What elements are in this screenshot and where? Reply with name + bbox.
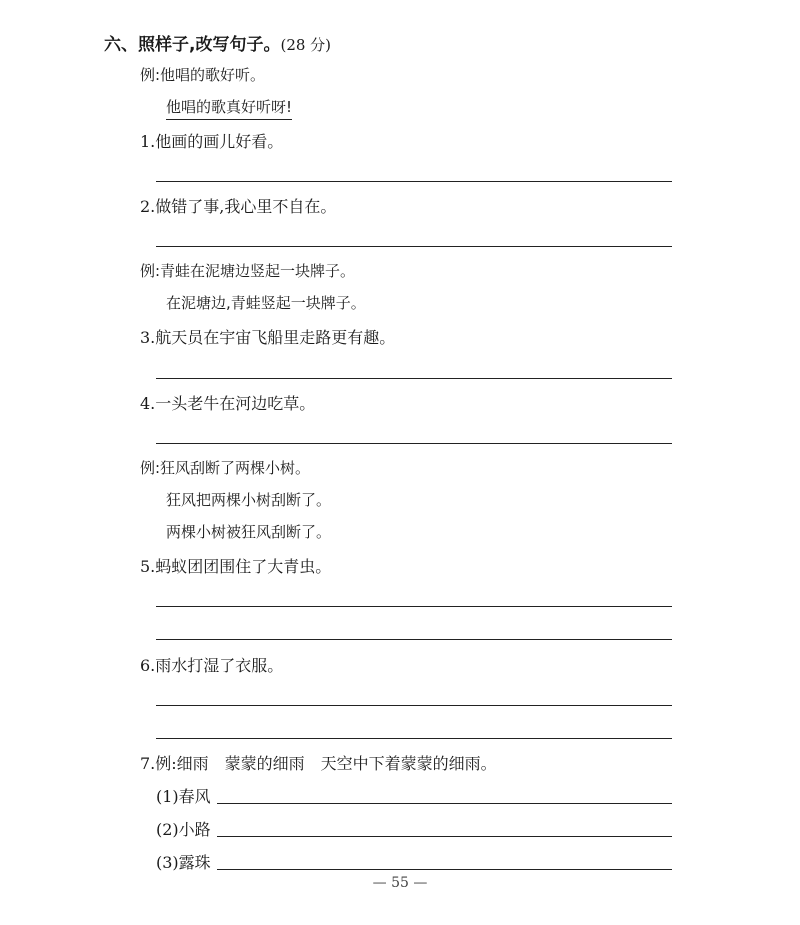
answer-line-4[interactable]	[156, 443, 672, 444]
question-4: 4.一头老牛在河边吃草。	[140, 394, 316, 413]
example-1-answer-text: 他唱的歌真好听呀!	[166, 98, 292, 120]
example-2-answer: 在泥塘边,青蛙竖起一块牌子。	[166, 294, 366, 312]
answer-line-6b[interactable]	[156, 738, 672, 739]
example-2-label: 例:青蛙在泥塘边竖起一块牌子。	[140, 262, 356, 280]
answer-line-1[interactable]	[156, 181, 672, 182]
answer-line-3[interactable]	[156, 378, 672, 379]
answer-line-5a[interactable]	[156, 606, 672, 607]
question-7-item-2: (2)小路	[156, 820, 211, 839]
question-1: 1.他画的画儿好看。	[140, 132, 284, 151]
answer-line-7-3[interactable]	[217, 869, 672, 870]
question-2: 2.做错了事,我心里不自在。	[140, 197, 337, 216]
question-3: 3.航天员在宇宙飞船里走路更有趣。	[140, 328, 396, 347]
example-1-answer	[166, 96, 292, 117]
question-7-prompt: 7.例:细雨 蒙蒙的细雨 天空中下着蒙蒙的细雨。	[140, 754, 497, 773]
answer-line-7-2[interactable]	[217, 836, 672, 837]
answer-line-7-1[interactable]	[217, 803, 672, 804]
question-7-item-1: (1)春风	[156, 787, 211, 806]
example-3-answer-2: 两棵小树被狂风刮断了。	[166, 523, 332, 541]
example-3-label: 例:狂风刮断了两棵小树。	[140, 459, 311, 477]
question-6: 6.雨水打湿了衣服。	[140, 656, 284, 675]
page-number: — 55 —	[372, 875, 428, 891]
question-7-item-3: (3)露珠	[156, 853, 211, 872]
section-title	[104, 30, 331, 55]
section-title-text: 六、照样子,改写句子。	[104, 35, 281, 55]
answer-line-6a[interactable]	[156, 705, 672, 706]
section-points: (28 分)	[280, 36, 332, 54]
answer-line-2[interactable]	[156, 246, 672, 247]
question-5: 5.蚂蚁团团围住了大青虫。	[140, 557, 332, 576]
example-3-answer-1: 狂风把两棵小树刮断了。	[166, 491, 332, 509]
example-1-label: 例:他唱的歌好听。	[140, 66, 266, 84]
answer-line-5b[interactable]	[156, 639, 672, 640]
